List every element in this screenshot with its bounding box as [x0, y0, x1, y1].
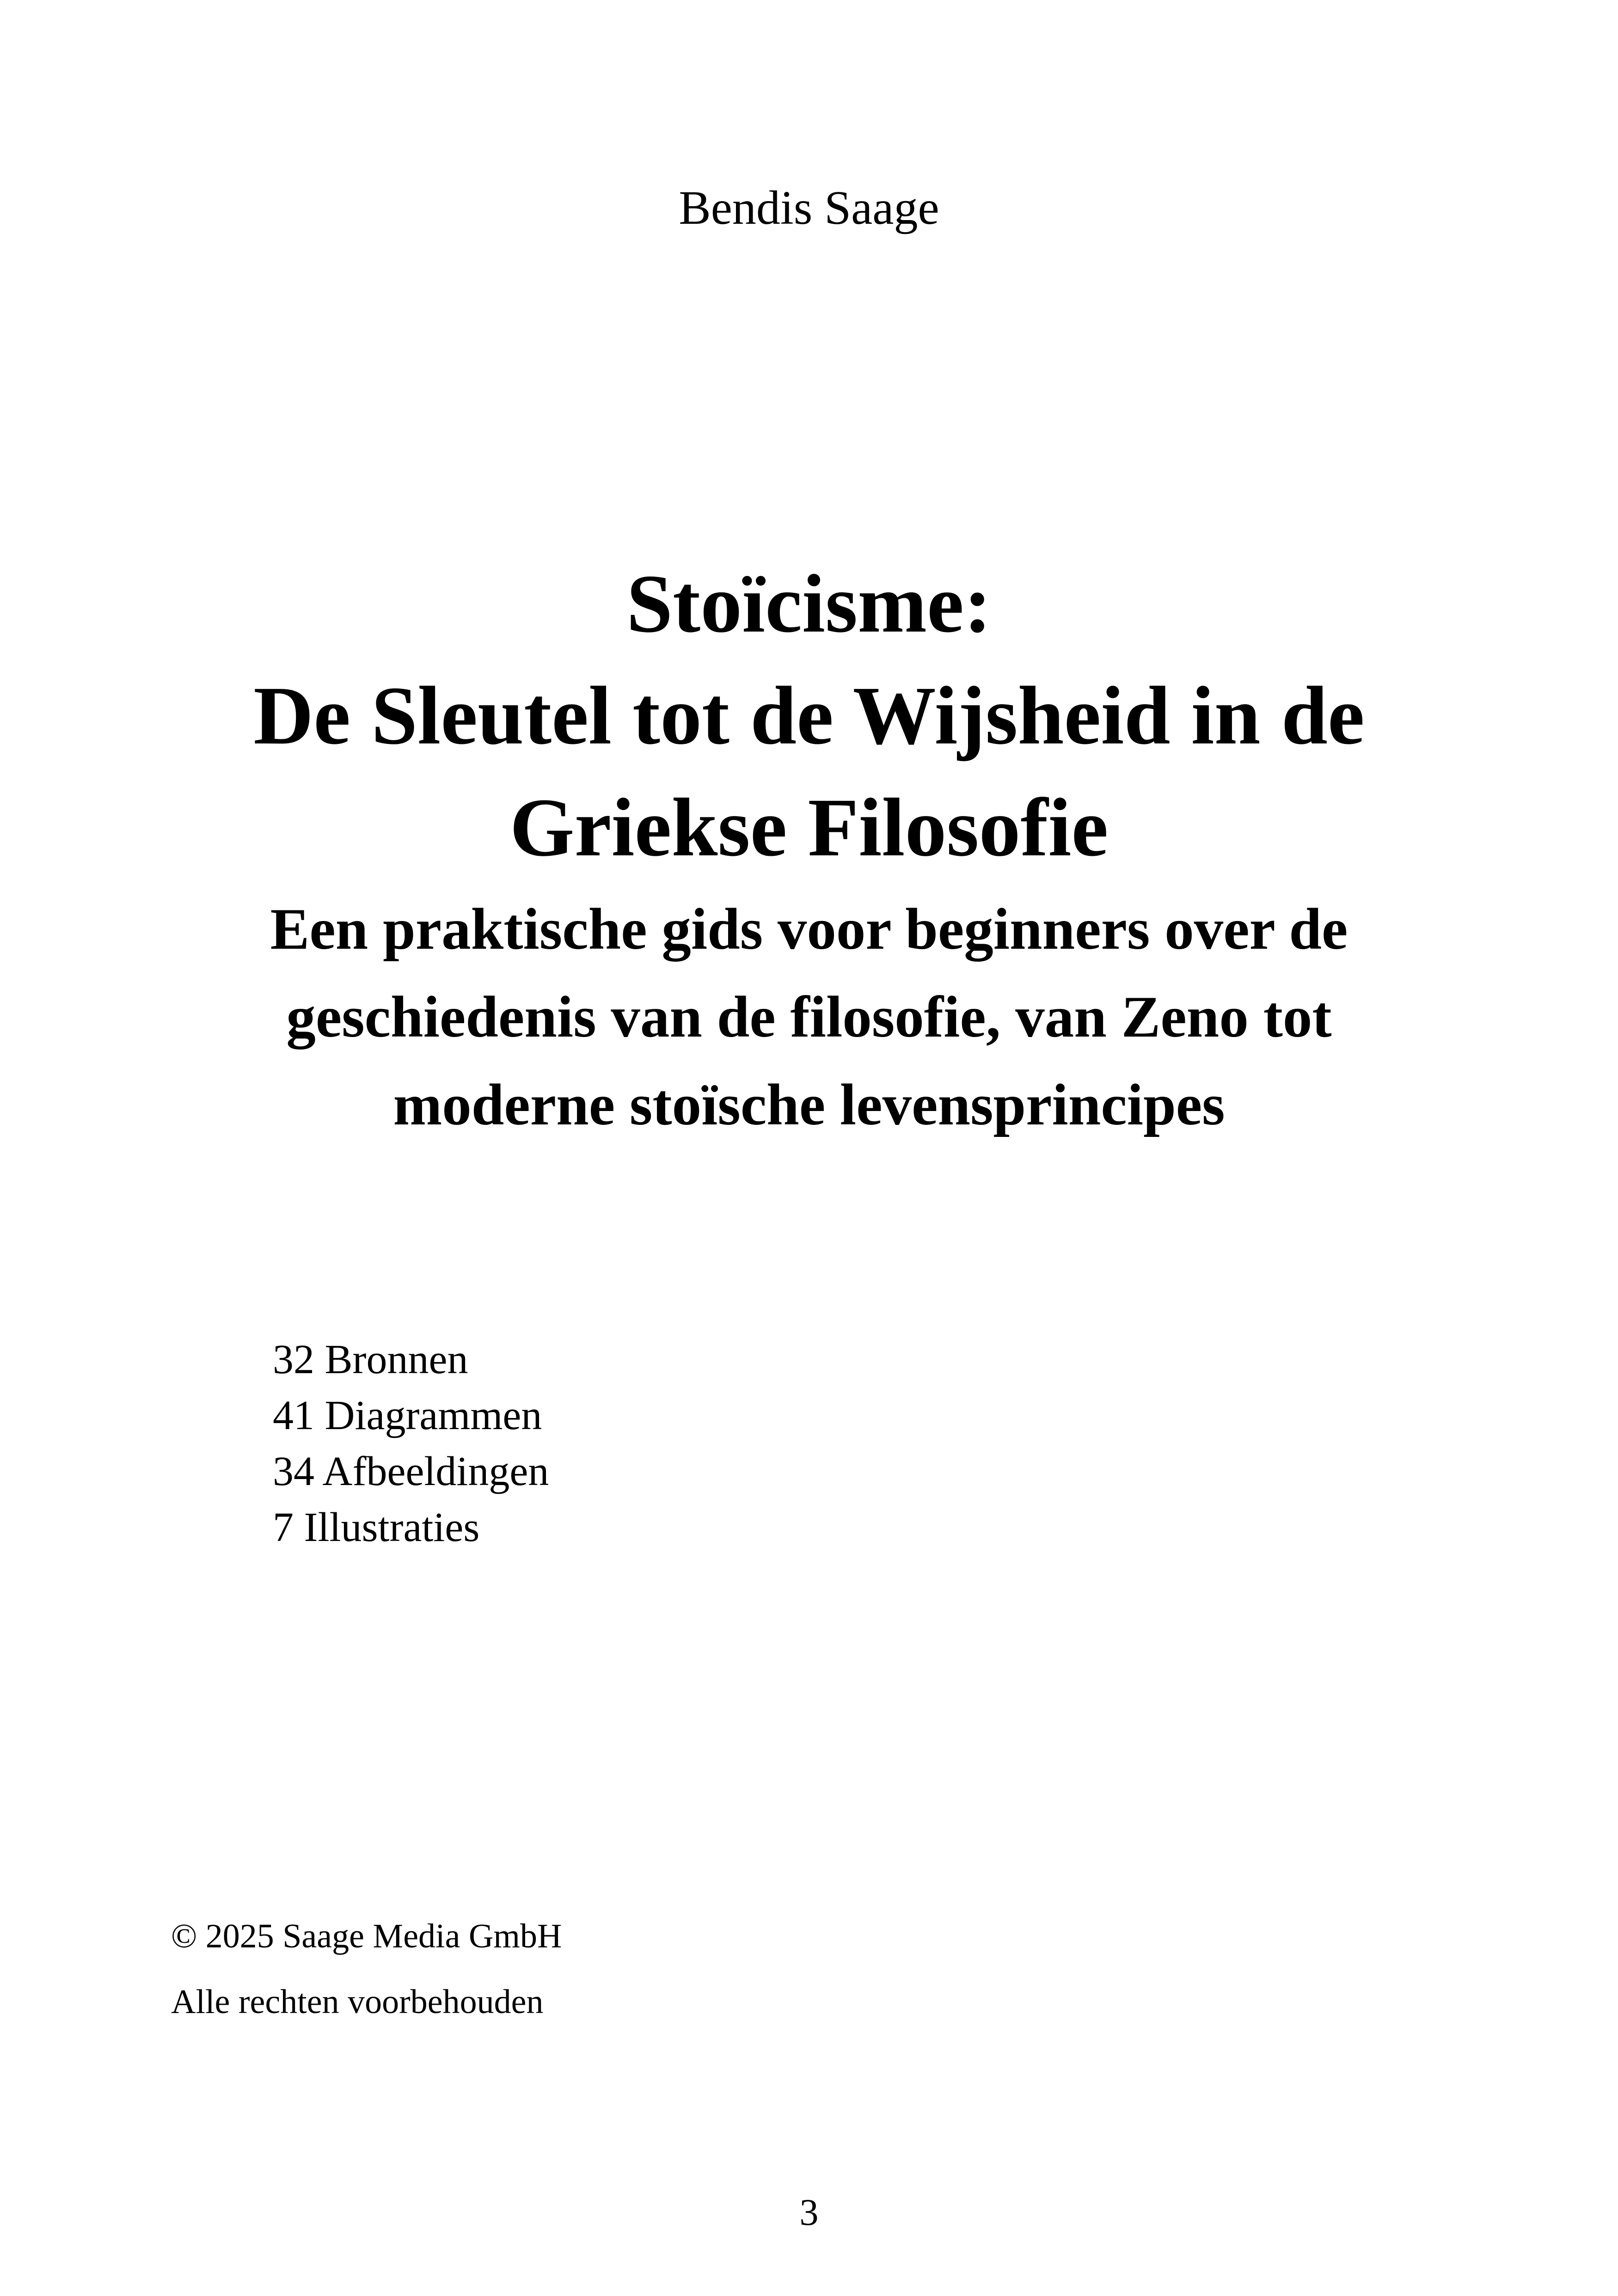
book-subtitle-line-3: moderne stoïsche levensprincipes [393, 1073, 1225, 1137]
page-number: 3 [799, 2191, 819, 2233]
stat-sources: 32 Bronnen [273, 1337, 468, 1382]
book-title-line-1: Stoïcisme: [626, 558, 992, 650]
book-title-line-3: Griekse Filosofie [509, 781, 1109, 873]
book-title-line-2: De Sleutel tot de Wijsheid in de [253, 669, 1365, 761]
stat-images: 34 Afbeeldingen [273, 1449, 549, 1494]
copyright-notice: © 2025 Saage Media GmbH [171, 1917, 562, 1955]
author-name: Bendis Saage [679, 181, 939, 234]
content-stats-list [273, 1332, 549, 1555]
book-subtitle-line-2: geschiedenis van de filosofie, van Zeno tot [286, 985, 1332, 1050]
rights-notice: Alle rechten voorbehouden [171, 1983, 544, 2021]
stat-diagrams: 41 Diagrammen [273, 1393, 542, 1438]
book-subtitle-line-1: Een praktische gids voor beginners over de [270, 897, 1348, 962]
book-title-block [116, 548, 1502, 1149]
stat-illustrations: 7 Illustraties [273, 1504, 480, 1550]
